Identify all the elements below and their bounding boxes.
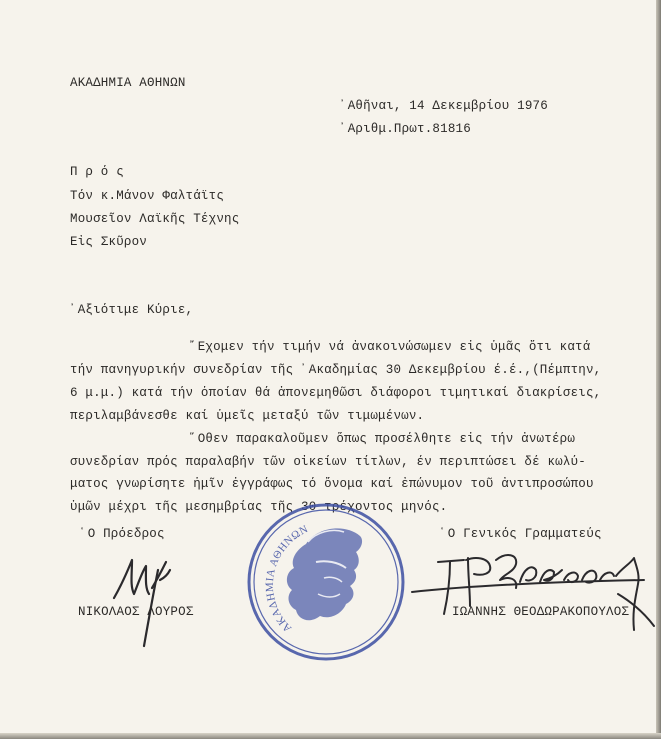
page-edge [656, 0, 661, 739]
date-line: ᾿Αθῆναι, 14 Δεκεμβρίου 1976 [340, 99, 548, 113]
paragraph-line: ῎Εχομεν τήν τιμήν νά ἀνακοινώσωμεν εἰς ὑμᾶς ὅτι κατά [190, 340, 591, 354]
paragraph-line: ματος γνωρίσητε ἡμῖν ἐγγράφως τό ὄνομα καί ἐπώνυμον τοῦ ἀντιπροσώπου [70, 477, 594, 491]
page-edge [0, 733, 661, 739]
secretary-signature [408, 540, 658, 635]
to-label: Π ρ ό ς [70, 165, 124, 179]
paragraph-line: τήν πανηγυρικήν συνεδρίαν τῆς ᾿Ακαδημίας 30 Δεκεμβρίου έ.έ.,(Πέμπτην, [70, 363, 602, 377]
recipient-line: Εἰς Σκῦρον [70, 235, 148, 249]
secretary-name: ΙΩΑΝΝΗΣ ΘΕΟΔΩΡΑΚΟΠΟΥΛΟΣ [452, 605, 630, 619]
paragraph-line: ῞Οθεν παρακαλοῦμεν ὅπως προσέλθητε εἰς τήν ἀνωτέρω [190, 432, 576, 446]
secretary-title: ῾Ο Γενικός Γραμματεύς [440, 527, 602, 541]
recipient-line: Μουσεῖον Λαϊκῆς Τέχνης [70, 212, 240, 226]
academy-seal [246, 502, 406, 662]
president-title: ῾Ο Πρόεδρος [80, 527, 165, 541]
president-name: ΝΙΚΟΛΑΟΣ ΛΟΥΡΟΣ [78, 605, 194, 619]
paragraph-line: ὑμῶν μέχρι τῆς μεσημβρίας τῆς 30 τρέχοντος μηνός. [70, 500, 448, 514]
recipient-line: Τόν κ.Μάνον Φαλτάϊτς [70, 189, 225, 203]
paragraph-line: περιλαμβάνεσθε καί ὑμεῖς μεταξύ τῶν τιμωμένων. [70, 409, 425, 423]
seal-text: ΑΚΑΔΗΜΙΑ ΑΘΗΝΩΝ [263, 523, 311, 635]
paragraph-line: 6 μ.μ.) κατά τήν ὁποίαν θά ἀπονεμηθῶσι διάφοροι τιμητικαί διακρίσεις, [70, 386, 602, 400]
president-signature [108, 550, 178, 650]
salutation: ᾿Αξιότιμε Κύριε, [70, 303, 194, 317]
protocol-number: ᾿Αριθμ.Πρωτ.81816 [340, 122, 471, 136]
paragraph-line: συνεδρίαν πρός παραλαβήν τῶν οἰκείων τίτλων, έν περιπτώσει δέ κωλύ- [70, 455, 586, 469]
letterhead: ΑΚΑΔΗΜΙΑ ΑΘΗΝΩΝ [70, 76, 186, 90]
